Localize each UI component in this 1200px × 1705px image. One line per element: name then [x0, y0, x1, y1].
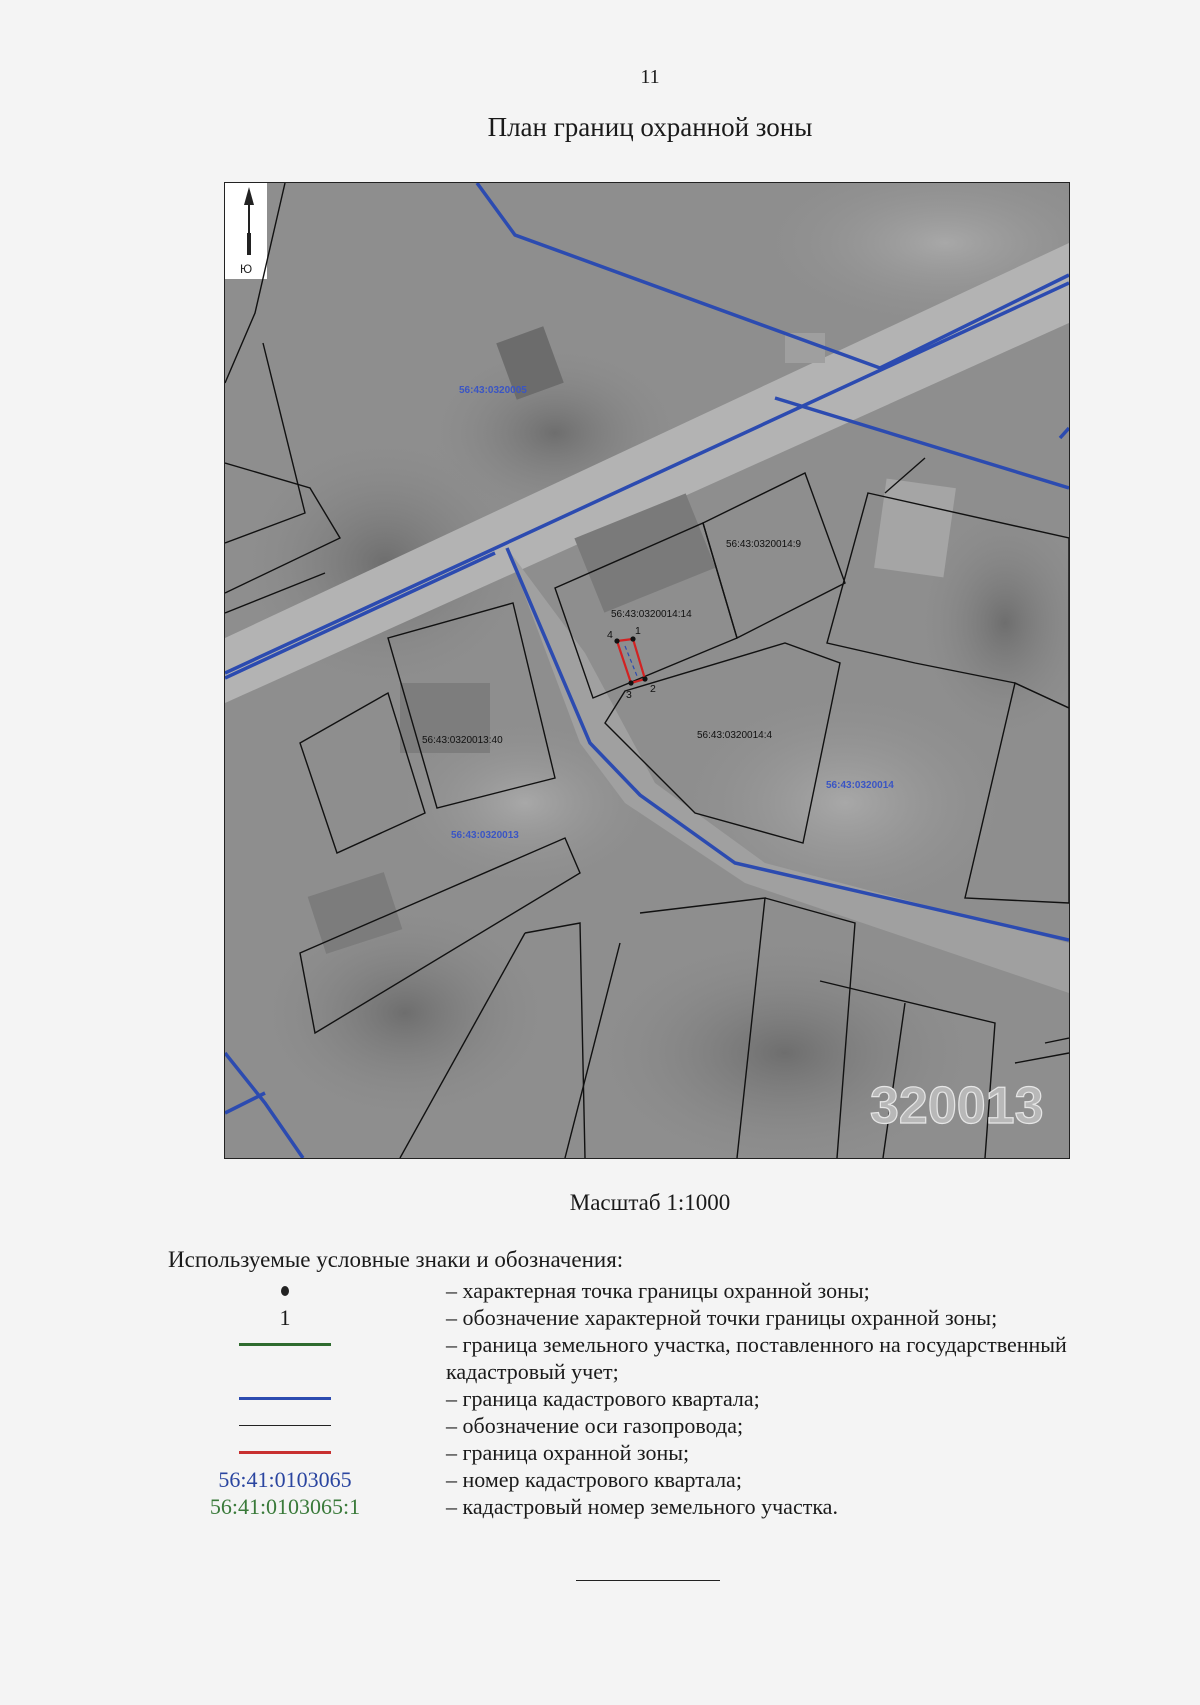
legend-row-point-label	[150, 1304, 1160, 1331]
legend-row-block-number	[150, 1466, 1160, 1493]
zone-point-1	[630, 636, 635, 641]
legend-row-pipeline-axis	[150, 1412, 1160, 1439]
legend-heading: Используемые условные знаки и обозначения:	[168, 1247, 624, 1272]
footer-rule	[576, 1580, 720, 1581]
legend-text: – характерная точка границы охранной зоны;	[446, 1278, 870, 1303]
blue-line-icon	[239, 1397, 331, 1400]
legend-symbol-parcel-code: 56:41:0103065:1	[209, 1494, 361, 1519]
map-scale: Масштаб 1:1000	[569, 1190, 731, 1215]
legend-symbol-text: 1	[279, 1305, 291, 1330]
point-label-3: 3	[626, 689, 632, 701]
block-label-0320005: 56:43:0320005	[459, 385, 527, 396]
legend-row-zone-boundary	[150, 1439, 1160, 1466]
parcel-label-0320014-9: 56:43:0320014:9	[726, 539, 802, 550]
black-line-icon	[239, 1425, 331, 1426]
map-frame[interactable]	[224, 182, 1070, 1159]
legend-row-parcel-boundary	[150, 1331, 1160, 1385]
page-number: 11	[640, 66, 660, 88]
parcel-label-0320014-14: 56:43:0320014:14	[611, 609, 692, 620]
legend-text: – граница земельного участка, поставленного на государственный кадастровый учет;	[446, 1332, 1067, 1384]
point-label-2: 2	[650, 683, 656, 695]
red-line-icon	[239, 1451, 331, 1454]
legend-text: – обозначение оси газопровода;	[446, 1413, 744, 1438]
zone-point-3	[628, 680, 633, 685]
point-symbol-icon	[281, 1286, 289, 1296]
green-line-icon	[239, 1343, 331, 1346]
legend-text: – кадастровый номер земельного участка.	[446, 1494, 838, 1519]
block-label-0320013: 56:43:0320013	[451, 830, 519, 841]
cadastral-map[interactable]	[225, 183, 1069, 1158]
legend-text: – граница охранной зоны;	[446, 1440, 690, 1465]
zone-point-2	[642, 676, 647, 681]
aerial-photo-background	[225, 183, 1069, 1158]
legend-text: – номер кадастрового квартала;	[446, 1467, 742, 1492]
legend-symbol-block-code: 56:41:0103065	[218, 1467, 352, 1492]
legend-text: – граница кадастрового квартала;	[446, 1386, 760, 1411]
page-title: План границ охранной зоны	[487, 112, 813, 142]
parcel-label-0320014-4: 56:43:0320014:4	[697, 730, 773, 741]
quarter-watermark-label: 320013	[870, 1077, 1044, 1135]
parcel-label-0320013-40: 56:43:0320013:40	[422, 735, 503, 746]
legend-row-parcel-number	[150, 1493, 1160, 1520]
point-label-4: 4	[607, 629, 613, 641]
point-label-1: 1	[635, 625, 641, 637]
legend-text: – обозначение характерной точки границы охранной зоны;	[446, 1305, 998, 1330]
legend	[150, 1277, 1160, 1520]
legend-row-point	[150, 1277, 1160, 1304]
legend-row-block-boundary	[150, 1385, 1160, 1412]
block-label-0320014: 56:43:0320014	[826, 780, 894, 791]
north-label: Ю	[240, 262, 253, 276]
zone-point-4	[614, 638, 619, 643]
